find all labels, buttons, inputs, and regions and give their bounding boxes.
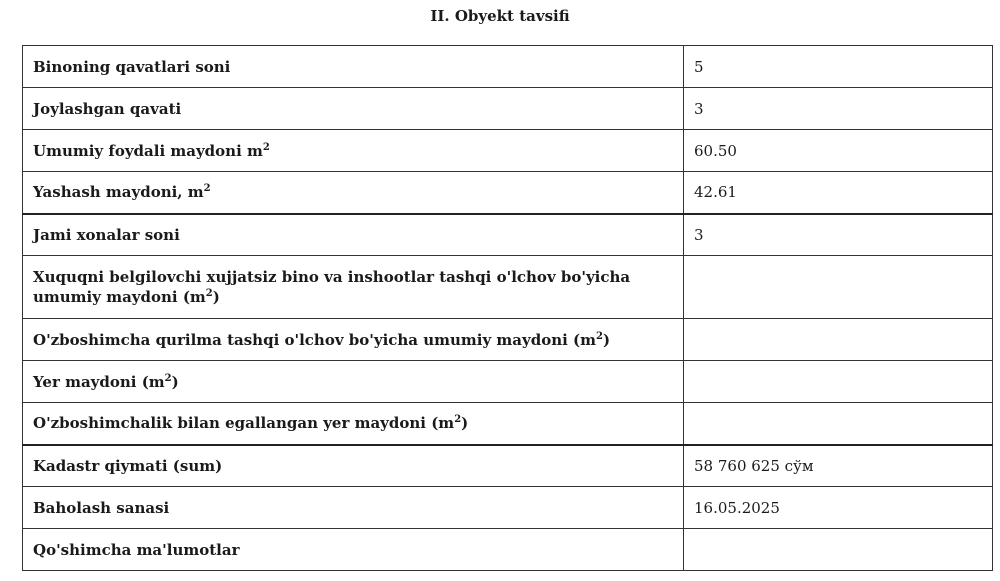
row-value: 5 — [684, 46, 993, 88]
table-row — [23, 172, 993, 214]
row-value: 60.50 — [684, 130, 993, 172]
row-label: Qo'shimcha ma'lumotlar — [23, 529, 684, 571]
row-value: 16.05.2025 — [684, 487, 993, 529]
row-label: O'zboshimcha qurilma tashqi o'lchov bo'yicha umumiy maydoni $(m^2)$ — [23, 319, 684, 361]
row-label: Binoning qavatlari soni — [23, 46, 684, 88]
row-value: 42.61 — [684, 172, 993, 214]
row-value: 3 — [684, 214, 993, 256]
row-label: Yer maydoni $(m^2)$ — [23, 361, 684, 403]
row-label: O'zboshimchalik bilan egallangan yer maydoni $(m^2)$ — [23, 403, 684, 445]
row-label: Kadastr qiymati (sum) — [23, 445, 684, 487]
table-row — [23, 130, 993, 172]
row-label: Jami xonalar soni — [23, 214, 684, 256]
superscript: 2 — [205, 288, 213, 299]
table-row — [23, 445, 993, 487]
superscript: 2 — [164, 372, 172, 384]
superscript: 2 — [262, 141, 270, 153]
table-row — [23, 487, 993, 529]
superscript: 2 — [203, 183, 211, 195]
row-label: Baholash sanasi — [23, 487, 684, 529]
table-row — [23, 214, 993, 256]
row-value — [684, 529, 993, 571]
row-label: Yashash maydoni, $m^2$ — [23, 172, 684, 214]
table-row — [23, 361, 993, 403]
table-row — [23, 403, 993, 445]
row-label: Xuquqni belgilovchi xujjatsiz bino va inshootlar tashqi o'lchov bo'yicha umumiy maydoni $(m^2)$ — [23, 256, 684, 319]
superscript: 2 — [596, 330, 603, 342]
row-label: Umumiy foydali maydoni $m^2$ — [23, 130, 684, 172]
table-row — [23, 529, 993, 571]
row-value — [684, 256, 993, 319]
row-value — [684, 403, 993, 445]
object-description-table — [22, 45, 993, 571]
row-label: Joylashgan qavati — [23, 88, 684, 130]
row-value: 3 — [684, 88, 993, 130]
table-row — [23, 256, 993, 319]
row-value — [684, 361, 993, 403]
row-value: 58 760 625 сўм — [684, 445, 993, 487]
table-row — [23, 319, 993, 361]
section-title: II. Obyekt tavsifi — [430, 7, 570, 25]
superscript: 2 — [454, 414, 462, 426]
table-row — [23, 88, 993, 130]
row-value — [684, 319, 993, 361]
table-row — [23, 46, 993, 88]
